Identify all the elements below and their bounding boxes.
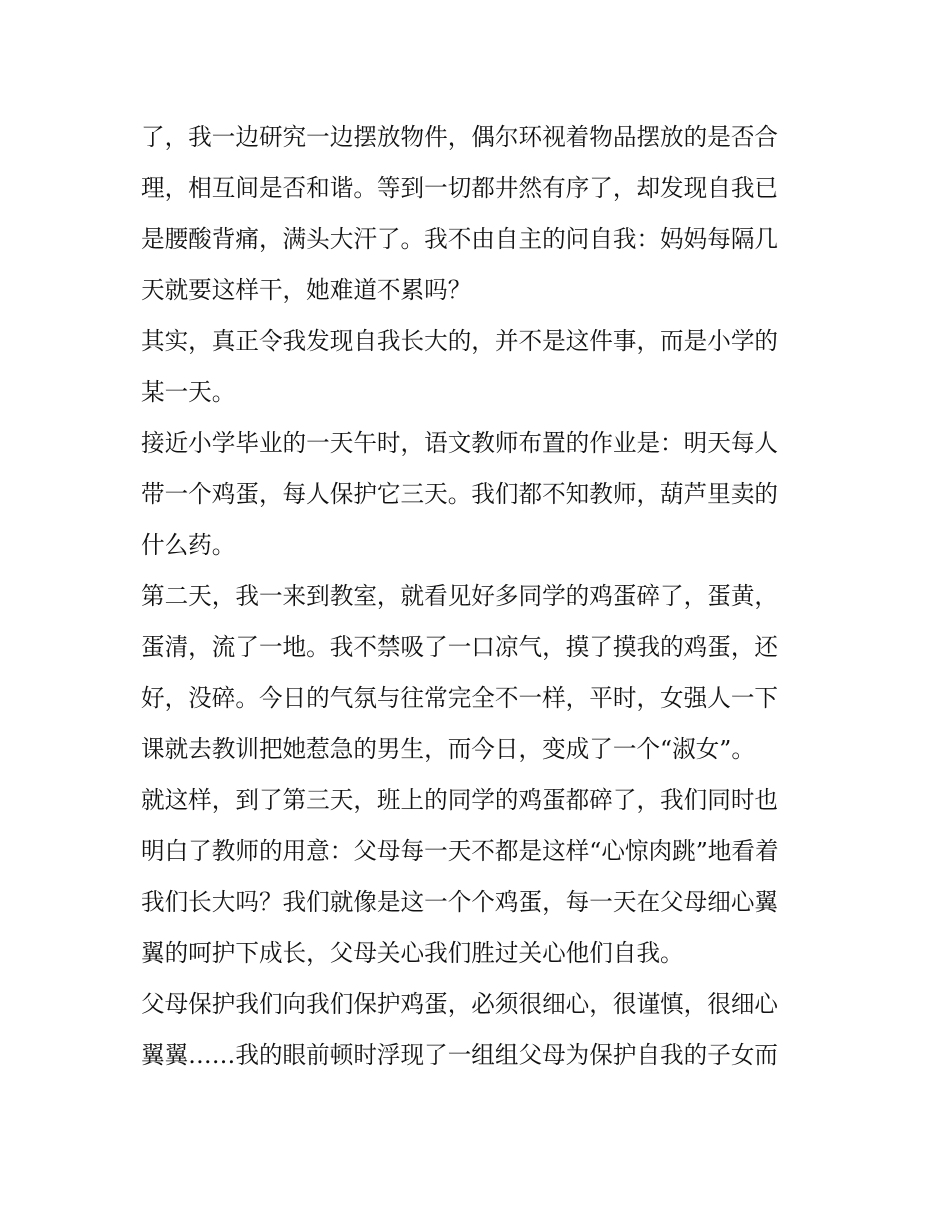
text-line: 好，没碎。今日的气氛与往常完全不一样，平时，女强人一下 xyxy=(141,684,779,712)
text-line: 其实，真正令我发现自我长大的，并不是这件事，而是小学的 xyxy=(141,327,779,355)
text-line: 明白了教师的用意：父母每一天不都是这样“心惊肉跳”地看着 xyxy=(141,837,779,865)
text-line: 理，相互间是否和谐。等到一切都井然有序了，却发现自我已 xyxy=(141,174,779,202)
paragraph-5 xyxy=(141,775,813,979)
text-line: 我们长大吗？我们就像是这一个个鸡蛋，每一天在父母细心翼 xyxy=(141,888,779,916)
paragraph-2 xyxy=(141,316,813,418)
text-line: 第二天，我一来到教室，就看见好多同学的鸡蛋碎了，蛋黄， xyxy=(141,582,779,610)
text-line: 翼的呵护下成长，父母关心我们胜过关心他们自我。 xyxy=(141,939,684,967)
text-line: 父母保护我们向我们保护鸡蛋，必须很细心，很谨慎，很细心 xyxy=(141,990,779,1018)
paragraph-3 xyxy=(141,418,813,571)
paragraph-1 xyxy=(141,112,813,316)
text-line: 蛋清，流了一地。我不禁吸了一口凉气，摸了摸我的鸡蛋，还 xyxy=(141,633,779,661)
text-line: 是腰酸背痛，满头大汗了。我不由自主的问自我：妈妈每隔几 xyxy=(141,225,779,253)
text-line: 某一天。 xyxy=(141,378,236,406)
paragraph-6 xyxy=(141,979,813,1081)
text-line: 就这样，到了第三天，班上的同学的鸡蛋都碎了，我们同时也 xyxy=(141,786,779,814)
text-line: 翼翼……我的眼前顿时浮现了一组组父母为保护自我的子女而 xyxy=(141,1041,779,1069)
paragraph-4 xyxy=(141,571,813,775)
text-line: 带一个鸡蛋，每人保护它三天。我们都不知教师，葫芦里卖的 xyxy=(141,480,779,508)
text-line: 了，我一边研究一边摆放物件，偶尔环视着物品摆放的是否合 xyxy=(141,123,779,151)
text-line: 什么药。 xyxy=(141,531,236,559)
document-body xyxy=(141,112,813,1081)
text-line: 天就要这样干，她难道不累吗？ xyxy=(141,276,472,304)
text-line: 课就去教训把她惹急的男生，而今日，变成了一个“淑女”。 xyxy=(141,735,755,763)
text-line: 接近小学毕业的一天午时，语文教师布置的作业是：明天每人 xyxy=(141,429,779,457)
